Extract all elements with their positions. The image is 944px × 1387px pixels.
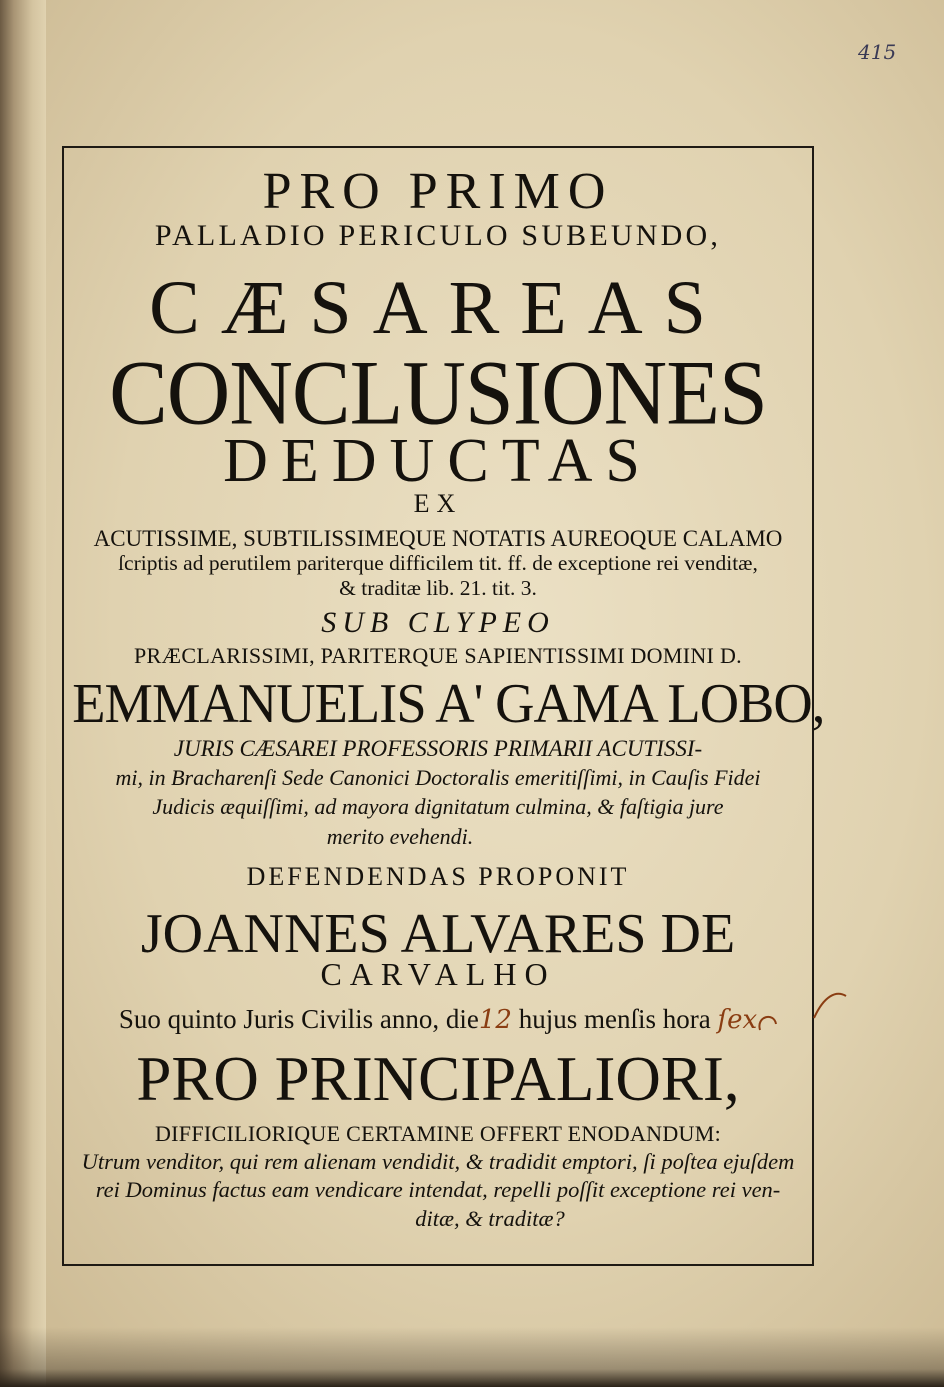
title-line-6: EX bbox=[413, 489, 463, 518]
date-prefix: Suo quinto Juris Civilis anno, die bbox=[118, 1004, 479, 1034]
defender-name-1: JOANNES ALVARES DE bbox=[140, 903, 736, 965]
patron-honorific: PRÆCLARISSIMI, PARITERQUE SAPIENTISSIMI DOMINI D. bbox=[134, 643, 742, 668]
date-middle: hujus menſis hora bbox=[518, 1004, 711, 1034]
folio-number: 415 bbox=[858, 40, 897, 64]
page-bottom-shadow bbox=[0, 1327, 944, 1387]
handwritten-flourish-icon bbox=[754, 986, 854, 1046]
second-subheading: DIFFICILIORIQUE CERTAMINE OFFERT ENODANDUM: bbox=[154, 1121, 722, 1146]
title-line-5: DEDUCTAS bbox=[223, 427, 653, 495]
defense-date-line bbox=[62, 1006, 814, 1033]
question-line-1: Utrum venditor, qui rem alienam vendidit, & tradidit emptori, ſi poſtea ejuſdem bbox=[81, 1149, 795, 1174]
question-line-3: ditæ, & traditæ? bbox=[415, 1206, 565, 1231]
title-line-3: CÆSAREAS bbox=[149, 266, 727, 350]
patron-name: EMMANUELIS A' GAMA LOBO, bbox=[72, 673, 825, 735]
title-line-4: CONCLUSIONES bbox=[109, 342, 767, 445]
handwritten-day: 12 bbox=[478, 1005, 512, 1035]
defender-intro: DEFENDENDAS PROPONIT bbox=[246, 862, 630, 891]
patron-desc-3: Judicis æquiſſimi, ad mayora dignitatum culmina, & faſtigia jure bbox=[152, 794, 724, 819]
patron-desc-4: merito evehendi. bbox=[326, 824, 474, 849]
patron-desc-2: mi, in Bracharenſi Sede Canonici Doctoralis emeritiſſimi, in Cauſis Fidei bbox=[115, 765, 761, 790]
title-line-2: PALLADIO PERICULO SUBEUNDO, bbox=[154, 219, 722, 252]
title-line-1: PRO PRIMO bbox=[262, 163, 614, 220]
defender-name-2: CARVALHO bbox=[320, 956, 556, 992]
question-line-2: rei Dominus factus eam vendicare intendat, repelli poſſit exceptione rei ven- bbox=[95, 1177, 781, 1202]
patron-intro: SUB CLYPEO bbox=[321, 606, 555, 639]
subtitle-line-1: ACUTISSIME, SUBTILISSIMEQUE NOTATIS AUREOQUE CALAMO bbox=[93, 526, 783, 551]
subtitle-line-2: ſcriptis ad perutilem pariterque difficilem tit. ff. de exceptione rei venditæ, bbox=[118, 551, 758, 575]
handwritten-hour: ſex bbox=[717, 1005, 758, 1035]
subtitle-line-3: & traditæ lib. 21. tit. 3. bbox=[339, 576, 537, 600]
patron-desc-1: JURIS CÆSAREI PROFESSORIS PRIMARII ACUTISSI- bbox=[173, 736, 703, 761]
second-heading: PRO PRINCIPALIORI, bbox=[136, 1044, 740, 1114]
page-gutter bbox=[0, 0, 46, 1387]
